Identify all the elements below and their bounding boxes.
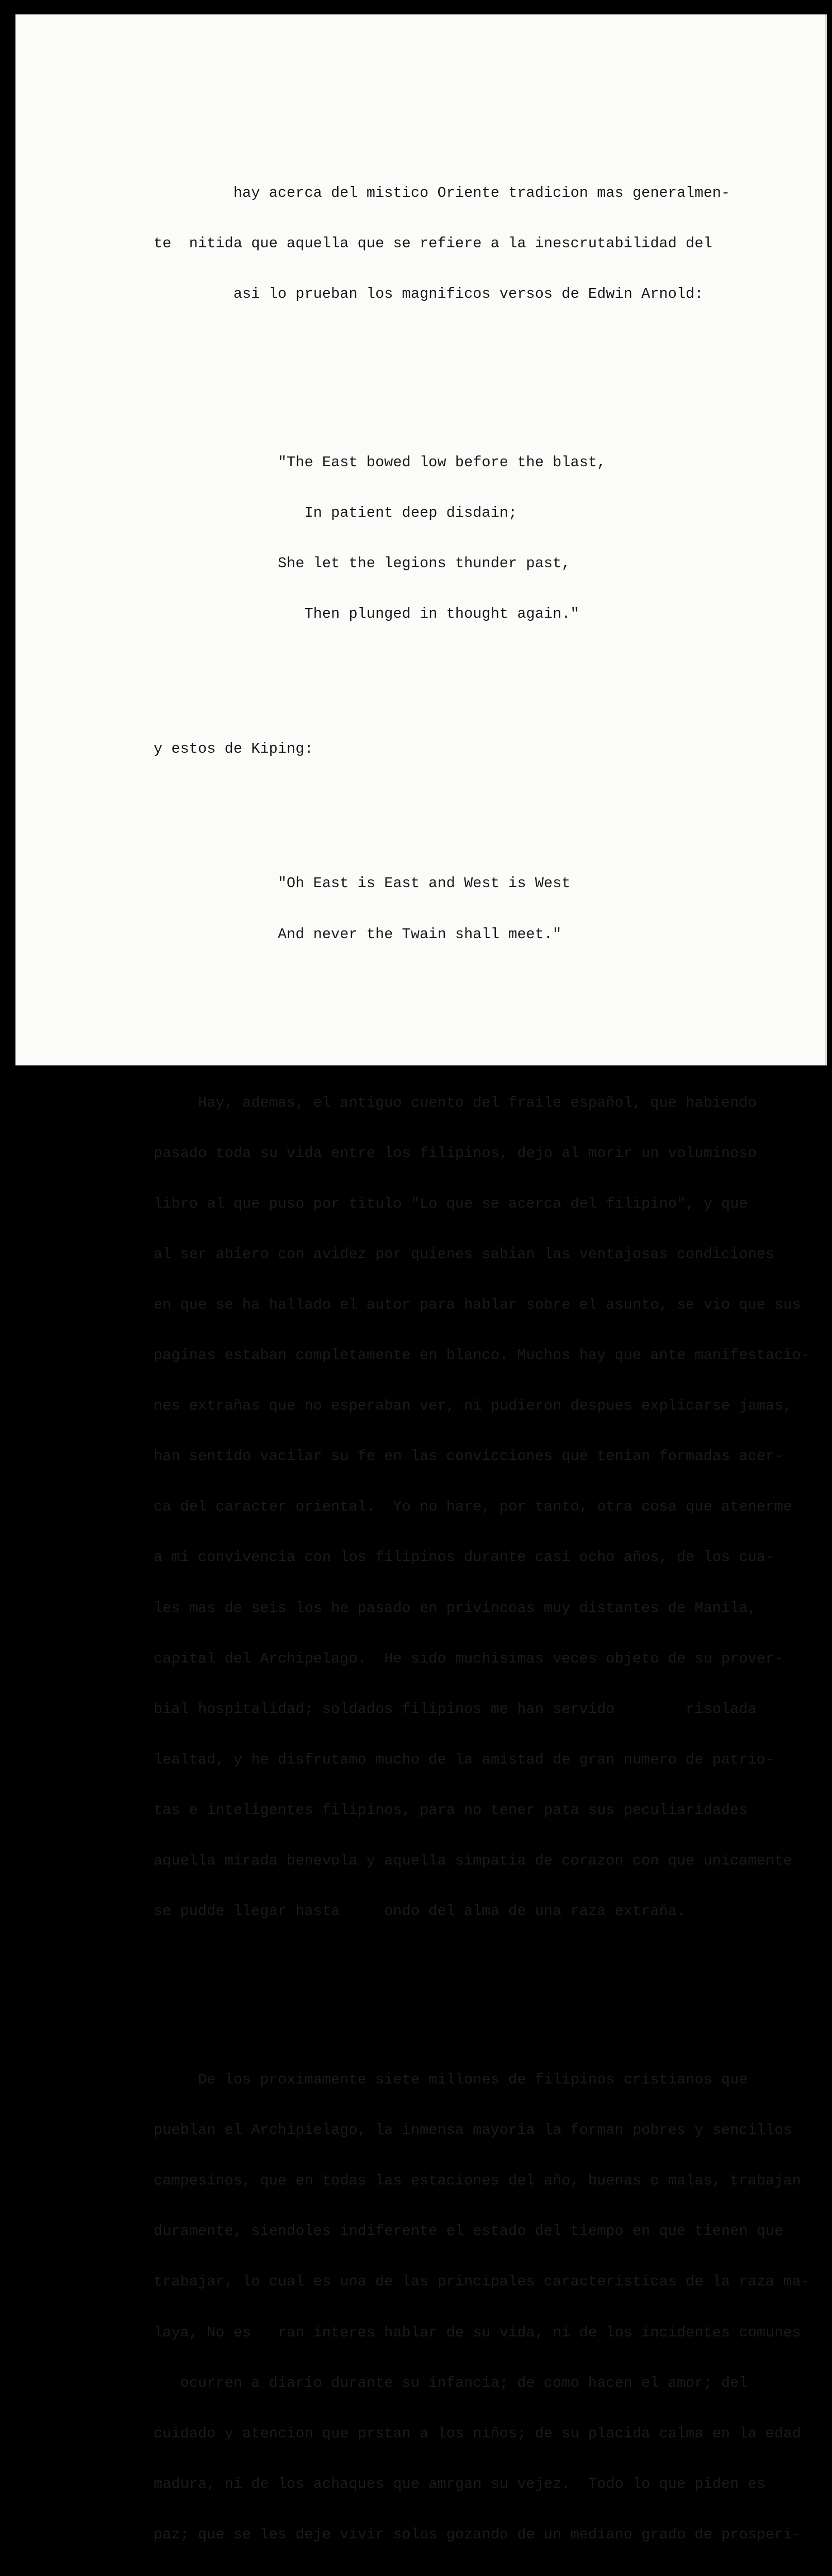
text-line: paz; que se les deje vivir solos gozando de un mediano grado de prosperi- (154, 2526, 801, 2543)
poem-arnold (154, 421, 798, 657)
text-line: cuidado y atencion que prstan a los niños; de su placida calma en la edad (154, 2425, 801, 2442)
blank-line (154, 690, 798, 707)
intro-lines (154, 151, 798, 336)
text-line: capital del Archipelago. He sido muchisimas veces objeto de su prover- (154, 1650, 784, 1667)
text-line: lealtad, y he disfrutamo mucho de la amistad de gran numero de patrio- (154, 1751, 775, 1768)
text-line: libro al que puso por titulo "Lo que se acerca del filipino", y que (154, 1195, 748, 1212)
poem-line: And never the Twain shall meet." (154, 925, 562, 943)
text-line: Hay, ademas, el antiguo cuento del fraile español, que habiendo (154, 1094, 757, 1111)
text-line: aquella mirada benevola y aquella simpatia de corazon con que unicamente (154, 1852, 792, 1869)
text-line: al ser abiero con avidez por quienes sabian las ventajosas condiciones (154, 1245, 775, 1263)
text-line: paginas estaban completamente en blanco. Muchos hay que ante manifestacio- (154, 1347, 810, 1364)
blank-line (154, 791, 798, 808)
text-line: asi lo prueban los magnificos versos de Edwin Arnold: (154, 285, 704, 302)
text-line: te nitida que aquella que se refiere a la inescrutabilidad del (154, 234, 712, 252)
kipling-intro: y estos de Kiping: (154, 740, 313, 757)
poem-line: Then plunged in thought again." (154, 605, 579, 623)
text-line: tas e inteligentes filipinos, para no tener pata sus peculiaridades (154, 1801, 748, 1819)
blank-line (154, 1010, 798, 1027)
text-line: se pudde llegar hasta ondo del alma de una raza extraña. (154, 1903, 686, 1920)
typed-page (15, 14, 827, 2543)
text-line: ocurren a diario durante su infancia; de como hacen el amor; del (154, 2374, 748, 2392)
text-line: pasado toda su vida entre los filipinos, dejo al morir un voluminoso (154, 1144, 757, 1162)
paragraph-1 (154, 1061, 810, 1954)
text-line: ca del caracter oriental. Yo no hare, por tanto, otra cosa que atenerme (154, 1498, 792, 1516)
text-line: bial hospitalidad; soldados filipinos me han servido risolada (154, 1700, 757, 1718)
paragraph-2 (154, 2038, 810, 2576)
text-line: campesinos, que en todas las estaciones del año, buenas o malas, trabajan (154, 2172, 801, 2190)
text-line: hay acerca del mistico Oriente tradicion mas generalmen- (154, 184, 730, 201)
text-line: laya, No es ran interes hablar de su vida, ni de los incidentes comunes (154, 2324, 801, 2341)
poem-line: "The East bowed low before the blast, (154, 454, 606, 471)
blank-line (154, 370, 798, 387)
poem-line: She let the legions thunder past, (154, 555, 571, 572)
typewritten-text (154, 117, 810, 2576)
text-line: trabajar, lo cual es una de las principales caracteristicas de la raza ma- (154, 2273, 810, 2291)
poem-kipling (154, 842, 798, 977)
poem-line: In patient deep disdain; (154, 504, 518, 522)
text-line: les mas de seis los he pasado en privincoas muy distantes de Manila, (154, 1599, 757, 1617)
text-line: De los proximamente siete millones de filipinos cristianos que (154, 2071, 748, 2089)
text-line: en que se ha hallado el autor para hablar sobre el asunto, se vio que sus (154, 1296, 801, 1313)
text-line: madura, ni de los achaques que amrgan su vejez. Todo lo que piden es (154, 2475, 766, 2493)
blank-line (154, 1988, 798, 2005)
text-line: a mi convivencia con los filipinos durante casi ocho años, de los cua- (154, 1549, 775, 1566)
text-line: nes extrañas que no esperaban ver, ni pudieron despues explicarse jamas, (154, 1397, 792, 1415)
text-line: pueblan el Archipielago, la inmensa mayoria la forman pobres y sencillos (154, 2122, 792, 2139)
text-line: duramente, siendoles indiferente el estado del tiempo en que tienen que (154, 2223, 784, 2240)
text-line: han sentido vacilar su fe en las convicciones que tenian formadas acer- (154, 1448, 784, 1465)
poem-line: "Oh East is East and West is West (154, 875, 571, 892)
